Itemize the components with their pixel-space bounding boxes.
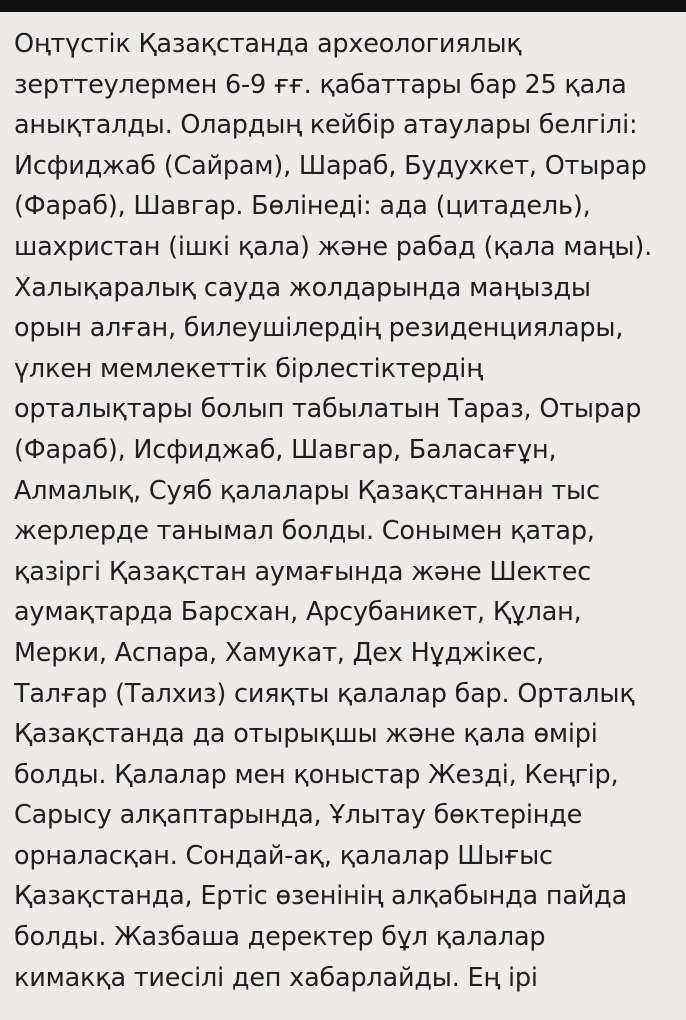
- text-line: Исфиджаб (Сайрам), Шараб, Будухкет, Отырар: [14, 150, 647, 181]
- text-line: орын алған, билеушілердің резиденциялары,: [14, 313, 624, 344]
- text-line: Алмалық, Суяб қалалары Қазақстаннан тыс: [14, 475, 600, 506]
- text-line: Оңтүстік Қазақстанда археологиялық: [14, 29, 522, 59]
- text-line: орталықтары болып табылатын Тараз, Отырар: [14, 394, 642, 425]
- top-edge-bar: [0, 0, 686, 12]
- text-line: кимакқа тиесілі деп хабарлайды. Ең ірі: [14, 962, 538, 993]
- text-line: қазіргі Қазақстан аумағында және Шектес: [14, 556, 592, 587]
- text-line: үлкен мемлекеттік бірлестіктердің: [14, 353, 483, 384]
- text-line: шахристан (ішкі қала) және рабад (қала маңы).: [14, 231, 652, 262]
- text-line: жерлерде танымал болды. Сонымен қатар,: [14, 516, 595, 547]
- text-line: (Фараб), Шавгар. Бөлінеді: ада (цитадель),: [14, 191, 591, 222]
- text-line: зерттеулермен 6-9 ғғ. қабаттары бар 25 қала: [14, 69, 627, 100]
- text-line: Халықаралық сауда жолдарында маңызды: [14, 272, 591, 303]
- text-line: Талғар (Талхиз) сияқты қалалар бар. Орталық: [14, 678, 635, 709]
- text-line: аумақтарда Барсхан, Арсубаникет, Құлан,: [14, 597, 582, 628]
- text-line: орналасқан. Сондай-ақ, қалалар Шығыс: [14, 840, 553, 871]
- text-line: Қазақстанда да отырықшы және қала өмірі: [14, 719, 598, 750]
- text-line: болды. Қалалар мен қоныстар Жезді, Кеңгір,: [14, 759, 619, 790]
- text-line: анықталды. Олардың кейбір атаулары белгілі:: [14, 110, 638, 141]
- text-line: Сарысу алқаптарында, Ұлытау бөктерінде: [14, 800, 583, 831]
- document-text: [14, 24, 678, 998]
- text-line: болды. Жазбаша деректер бұл қалалар: [14, 922, 546, 953]
- text-line: (Фараб), Исфиджаб, Шавгар, Баласағұн,: [14, 434, 557, 465]
- text-line: Қазақстанда, Ертіс өзенінің алқабында пайда: [14, 881, 628, 912]
- text-line: Мерки, Аспара, Хамукат, Дех Нұджікес,: [14, 637, 544, 668]
